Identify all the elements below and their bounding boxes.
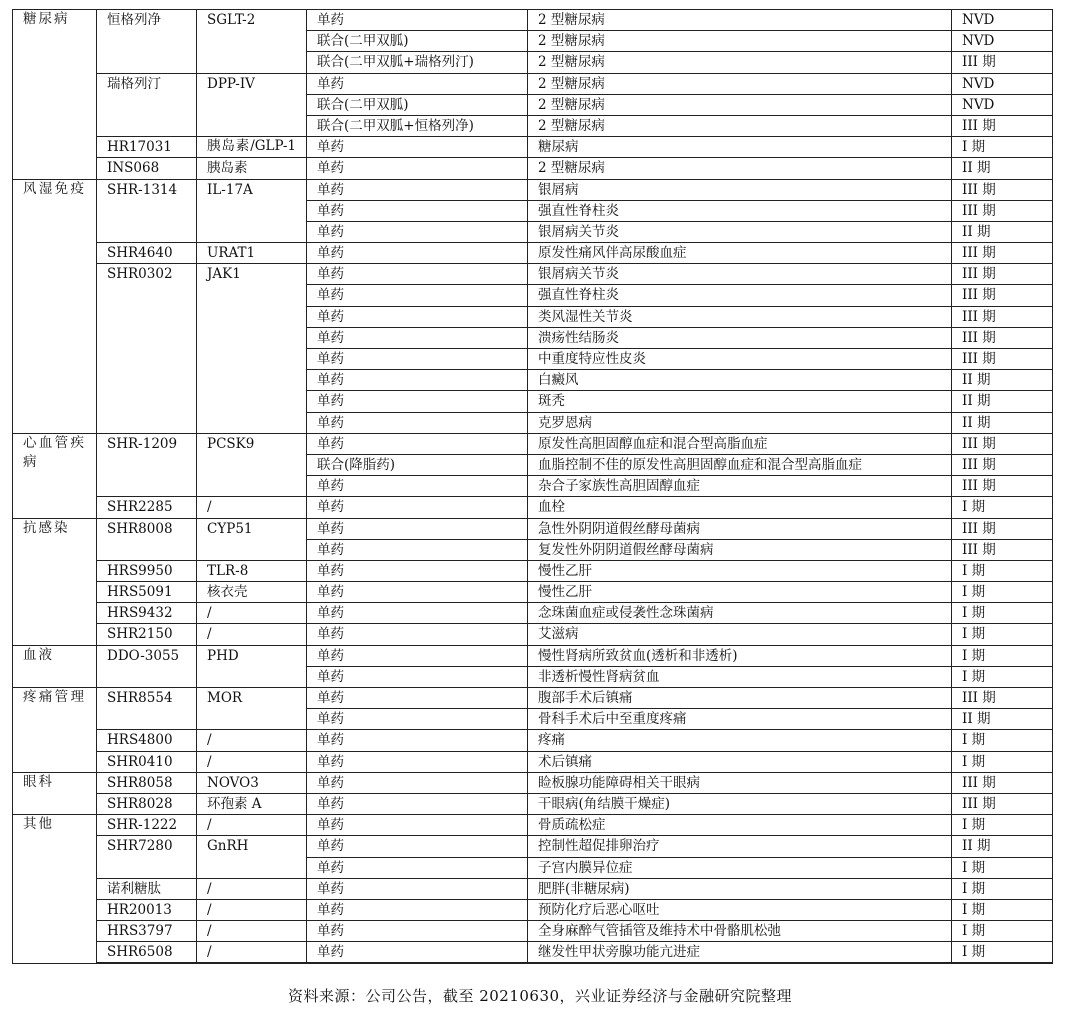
table-row (13, 518, 1053, 539)
indication-cell: 继发性甲状旁腺功能亢进症 (528, 942, 952, 964)
regimen-cell: 单药 (307, 815, 528, 836)
drug-name-cell: SHR8008 (97, 518, 197, 560)
table-row (13, 730, 1053, 751)
table-row (13, 158, 1053, 179)
indication-cell: 银屑病关节炎 (528, 221, 952, 242)
indication-cell: 骨质疏松症 (528, 815, 952, 836)
regimen-cell: 单药 (307, 624, 528, 645)
phase-cell: II 期 (952, 709, 1053, 730)
indication-cell: 2 型糖尿病 (528, 52, 952, 73)
indication-cell: 中重度特应性皮炎 (528, 349, 952, 370)
regimen-cell: 单药 (307, 709, 528, 730)
target-cell: / (197, 730, 307, 751)
drug-name-cell: SHR6508 (97, 942, 197, 964)
phase-cell: NVD (952, 94, 1053, 115)
target-cell: TLR-8 (197, 560, 307, 581)
table-row (13, 433, 1053, 454)
phase-cell: I 期 (952, 942, 1053, 964)
target-cell: / (197, 497, 307, 518)
target-cell: CYP51 (197, 518, 307, 560)
table-row (13, 772, 1053, 793)
drug-name-cell: DDO-3055 (97, 645, 197, 687)
indication-cell: 2 型糖尿病 (528, 94, 952, 115)
phase-cell: I 期 (952, 921, 1053, 942)
phase-cell: III 期 (952, 264, 1053, 285)
drug-name-cell: HR20013 (97, 899, 197, 920)
indication-cell: 杂合子家族性高胆固醇血症 (528, 476, 952, 497)
phase-cell: I 期 (952, 815, 1053, 836)
phase-cell: III 期 (952, 200, 1053, 221)
regimen-cell: 单药 (307, 878, 528, 899)
phase-cell: III 期 (952, 476, 1053, 497)
regimen-cell: 单药 (307, 179, 528, 200)
table-row (13, 624, 1053, 645)
target-cell: NOVO3 (197, 772, 307, 793)
drug-name-cell: SHR4640 (97, 243, 197, 264)
phase-cell: III 期 (952, 115, 1053, 136)
category-cell: 眼科 (13, 772, 97, 814)
regimen-cell: 单药 (307, 921, 528, 942)
indication-cell: 腹部手术后镇痛 (528, 688, 952, 709)
phase-cell: I 期 (952, 603, 1053, 624)
regimen-cell: 单药 (307, 666, 528, 687)
regimen-cell: 单药 (307, 603, 528, 624)
indication-cell: 慢性肾病所致贫血(透析和非透析) (528, 645, 952, 666)
drug-name-cell: SHR-1314 (97, 179, 197, 243)
indication-cell: 子宫内膜异位症 (528, 857, 952, 878)
regimen-cell: 单药 (307, 10, 528, 31)
indication-cell: 原发性高胆固醇血症和混合型高脂血症 (528, 433, 952, 454)
phase-cell: I 期 (952, 624, 1053, 645)
category-cell: 血液 (13, 645, 97, 687)
table-row (13, 751, 1053, 772)
indication-cell: 肥胖(非糖尿病) (528, 878, 952, 899)
table-row (13, 688, 1053, 709)
phase-cell: III 期 (952, 518, 1053, 539)
drug-name-cell: SHR8058 (97, 772, 197, 793)
indication-cell: 斑秃 (528, 391, 952, 412)
drug-name-cell: HRS9432 (97, 603, 197, 624)
regimen-cell: 单药 (307, 158, 528, 179)
source-note: 资料来源：公司公告，截至 20210630，兴业证券经济与金融研究院整理 (287, 987, 793, 1005)
phase-cell: III 期 (952, 793, 1053, 814)
indication-cell: 急性外阴阴道假丝酵母菌病 (528, 518, 952, 539)
target-cell: 环孢素 A (197, 793, 307, 814)
phase-cell: II 期 (952, 221, 1053, 242)
pipeline-table (12, 9, 1053, 964)
table-row (13, 560, 1053, 581)
table-row (13, 73, 1053, 94)
category-cell: 疼痛管理 (13, 688, 97, 773)
target-cell: 核衣壳 (197, 582, 307, 603)
table-row (13, 793, 1053, 814)
regimen-cell: 单药 (307, 497, 528, 518)
regimen-cell: 联合(降脂药) (307, 454, 528, 475)
regimen-cell: 联合(二甲双胍) (307, 94, 528, 115)
regimen-cell: 单药 (307, 412, 528, 433)
indication-cell: 2 型糖尿病 (528, 158, 952, 179)
drug-name-cell: SHR8554 (97, 688, 197, 730)
phase-cell: II 期 (952, 158, 1053, 179)
phase-cell: I 期 (952, 137, 1053, 158)
regimen-cell: 单药 (307, 221, 528, 242)
drug-name-cell: HR17031 (97, 137, 197, 158)
phase-cell: III 期 (952, 327, 1053, 348)
phase-cell: III 期 (952, 772, 1053, 793)
regimen-cell: 单药 (307, 539, 528, 560)
phase-cell: III 期 (952, 454, 1053, 475)
indication-cell: 银屑病 (528, 179, 952, 200)
indication-cell: 2 型糖尿病 (528, 73, 952, 94)
table-row (13, 10, 1053, 31)
target-cell: DPP-IV (197, 73, 307, 137)
target-cell: URAT1 (197, 243, 307, 264)
indication-cell: 艾滋病 (528, 624, 952, 645)
regimen-cell: 单药 (307, 942, 528, 964)
drug-name-cell: SHR0410 (97, 751, 197, 772)
indication-cell: 干眼病(角结膜干燥症) (528, 793, 952, 814)
phase-cell: II 期 (952, 391, 1053, 412)
target-cell: / (197, 899, 307, 920)
indication-cell: 预防化疗后恶心呕吐 (528, 899, 952, 920)
phase-cell: I 期 (952, 582, 1053, 603)
phase-cell: NVD (952, 73, 1053, 94)
phase-cell: I 期 (952, 645, 1053, 666)
indication-cell: 白癜风 (528, 370, 952, 391)
target-cell: / (197, 751, 307, 772)
indication-cell: 克罗恩病 (528, 412, 952, 433)
phase-cell: I 期 (952, 857, 1053, 878)
target-cell: IL-17A (197, 179, 307, 243)
regimen-cell: 联合(二甲双胍+瑞格列汀) (307, 52, 528, 73)
indication-cell: 银屑病关节炎 (528, 264, 952, 285)
regimen-cell: 单药 (307, 391, 528, 412)
category-cell: 心血管疾病 (13, 433, 97, 518)
table-row (13, 878, 1053, 899)
table-row (13, 836, 1053, 857)
phase-cell: I 期 (952, 730, 1053, 751)
phase-cell: I 期 (952, 751, 1053, 772)
drug-name-cell: SHR2150 (97, 624, 197, 645)
regimen-cell: 单药 (307, 370, 528, 391)
indication-cell: 原发性痛风伴高尿酸血症 (528, 243, 952, 264)
table-row (13, 497, 1053, 518)
drug-name-cell: INS068 (97, 158, 197, 179)
regimen-cell: 单药 (307, 476, 528, 497)
target-cell: JAK1 (197, 264, 307, 434)
phase-cell: I 期 (952, 666, 1053, 687)
target-cell: PCSK9 (197, 433, 307, 497)
drug-name-cell: 诺利糖肽 (97, 878, 197, 899)
phase-cell: III 期 (952, 306, 1053, 327)
table-row (13, 942, 1053, 964)
table-row (13, 582, 1053, 603)
drug-name-cell: HRS3797 (97, 921, 197, 942)
table-row (13, 264, 1053, 285)
regimen-cell: 单药 (307, 306, 528, 327)
category-cell: 风湿免疫 (13, 179, 97, 433)
table-row (13, 921, 1053, 942)
indication-cell: 2 型糖尿病 (528, 10, 952, 31)
indication-cell: 慢性乙肝 (528, 560, 952, 581)
regimen-cell: 单药 (307, 285, 528, 306)
drug-name-cell: SHR-1222 (97, 815, 197, 836)
table-row (13, 815, 1053, 836)
phase-cell: NVD (952, 31, 1053, 52)
regimen-cell: 单药 (307, 899, 528, 920)
phase-cell: III 期 (952, 243, 1053, 264)
regimen-cell: 单药 (307, 518, 528, 539)
phase-cell: III 期 (952, 349, 1053, 370)
drug-name-cell: SHR7280 (97, 836, 197, 878)
category-cell: 其他 (13, 815, 97, 964)
target-cell: 胰岛素/GLP-1 (197, 137, 307, 158)
phase-cell: III 期 (952, 688, 1053, 709)
target-cell: PHD (197, 645, 307, 687)
category-cell: 抗感染 (13, 518, 97, 645)
drug-name-cell: 恒格列净 (97, 10, 197, 74)
phase-cell: II 期 (952, 412, 1053, 433)
regimen-cell: 单药 (307, 772, 528, 793)
indication-cell: 慢性乙肝 (528, 582, 952, 603)
table-row (13, 603, 1053, 624)
target-cell: / (197, 815, 307, 836)
indication-cell: 糖尿病 (528, 137, 952, 158)
regimen-cell: 单药 (307, 751, 528, 772)
target-cell: GnRH (197, 836, 307, 878)
indication-cell: 溃疡性结肠炎 (528, 327, 952, 348)
regimen-cell: 单药 (307, 264, 528, 285)
indication-cell: 2 型糖尿病 (528, 31, 952, 52)
target-cell: / (197, 624, 307, 645)
target-cell: SGLT-2 (197, 10, 307, 74)
regimen-cell: 单药 (307, 645, 528, 666)
target-cell: / (197, 603, 307, 624)
regimen-cell: 单药 (307, 73, 528, 94)
drug-name-cell: SHR-1209 (97, 433, 197, 497)
table-row (13, 243, 1053, 264)
phase-cell: II 期 (952, 370, 1053, 391)
indication-cell: 强直性脊柱炎 (528, 285, 952, 306)
indication-cell: 强直性脊柱炎 (528, 200, 952, 221)
indication-cell: 非透析慢性肾病贫血 (528, 666, 952, 687)
indication-cell: 念珠菌血症或侵袭性念珠菌病 (528, 603, 952, 624)
phase-cell: III 期 (952, 285, 1053, 306)
indication-cell: 术后镇痛 (528, 751, 952, 772)
phase-cell: III 期 (952, 179, 1053, 200)
regimen-cell: 单药 (307, 433, 528, 454)
indication-cell: 血栓 (528, 497, 952, 518)
indication-cell: 睑板腺功能障碍相关干眼病 (528, 772, 952, 793)
phase-cell: III 期 (952, 539, 1053, 560)
target-cell: / (197, 921, 307, 942)
regimen-cell: 单药 (307, 560, 528, 581)
table-row (13, 645, 1053, 666)
regimen-cell: 单药 (307, 793, 528, 814)
drug-name-cell: SHR2285 (97, 497, 197, 518)
regimen-cell: 单药 (307, 243, 528, 264)
indication-cell: 控制性超促排卵治疗 (528, 836, 952, 857)
regimen-cell: 单药 (307, 582, 528, 603)
regimen-cell: 单药 (307, 857, 528, 878)
target-cell: MOR (197, 688, 307, 730)
phase-cell: II 期 (952, 836, 1053, 857)
phase-cell: III 期 (952, 433, 1053, 454)
regimen-cell: 单药 (307, 327, 528, 348)
drug-name-cell: HRS5091 (97, 582, 197, 603)
drug-name-cell: 瑞格列汀 (97, 73, 197, 137)
indication-cell: 血脂控制不佳的原发性高胆固醇血症和混合型高脂血症 (528, 454, 952, 475)
regimen-cell: 单药 (307, 836, 528, 857)
regimen-cell: 联合(二甲双胍+恒格列净) (307, 115, 528, 136)
table-row (13, 137, 1053, 158)
drug-name-cell: HRS4800 (97, 730, 197, 751)
target-cell: 胰岛素 (197, 158, 307, 179)
table-row (13, 899, 1053, 920)
drug-name-cell: SHR8028 (97, 793, 197, 814)
indication-cell: 类风湿性关节炎 (528, 306, 952, 327)
regimen-cell: 单药 (307, 200, 528, 221)
indication-cell: 复发性外阴阴道假丝酵母菌病 (528, 539, 952, 560)
phase-cell: I 期 (952, 878, 1053, 899)
regimen-cell: 单药 (307, 730, 528, 751)
phase-cell: I 期 (952, 899, 1053, 920)
drug-name-cell: HRS9950 (97, 560, 197, 581)
phase-cell: NVD (952, 10, 1053, 31)
regimen-cell: 单药 (307, 688, 528, 709)
indication-cell: 疼痛 (528, 730, 952, 751)
regimen-cell: 联合(二甲双胍) (307, 31, 528, 52)
indication-cell: 骨科手术后中至重度疼痛 (528, 709, 952, 730)
phase-cell: I 期 (952, 560, 1053, 581)
indication-cell: 2 型糖尿病 (528, 115, 952, 136)
regimen-cell: 单药 (307, 137, 528, 158)
indication-cell: 全身麻醉气管插管及维持术中骨骼肌松弛 (528, 921, 952, 942)
phase-cell: III 期 (952, 52, 1053, 73)
drug-name-cell: SHR0302 (97, 264, 197, 434)
target-cell: / (197, 878, 307, 899)
regimen-cell: 单药 (307, 349, 528, 370)
table-row (13, 179, 1053, 200)
target-cell: / (197, 942, 307, 964)
phase-cell: I 期 (952, 497, 1053, 518)
category-cell: 糖尿病 (13, 10, 97, 180)
table-body (13, 10, 1053, 964)
